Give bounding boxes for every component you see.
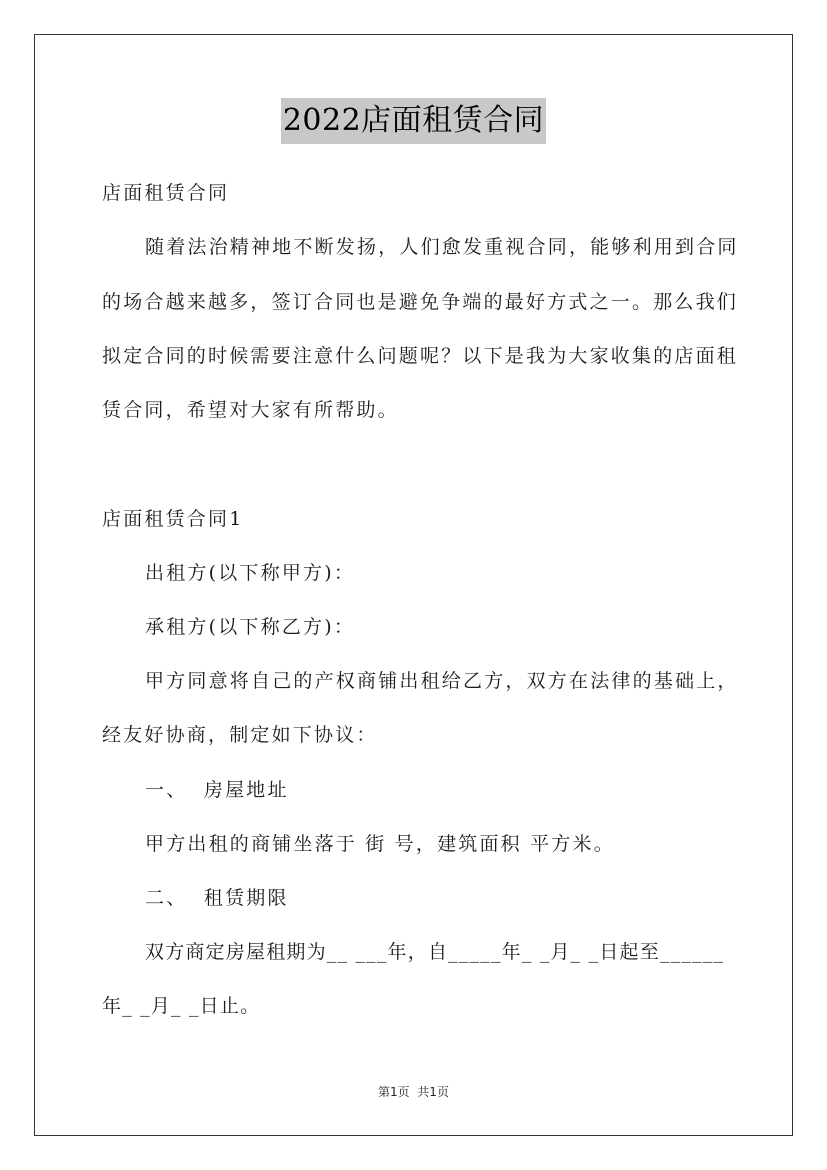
clause2-line-2: 年_ _月_ _日止。 (102, 995, 261, 1017)
agreement-line-1: 甲方同意将自己的产权商铺出租给乙方，双方在法律的基础上， (145, 670, 739, 692)
clause2-line-1: 双方商定房屋租期为__ ___年，自_____年_ _月_ _日起至______ (145, 941, 725, 963)
title-container (0, 98, 827, 144)
intro-line-2: 的场合越来越多，签订合同也是避免争端的最好方式之一。那么我们 (102, 291, 739, 313)
page-footer: 第1页 共1页 (378, 1085, 449, 1099)
document-subtitle: 店面租赁合同 (102, 182, 230, 204)
clause1-text: 甲方出租的商铺坐落于 街 号，建筑面积 平方米。 (145, 833, 615, 855)
intro-line-4: 赁合同，希望对大家有所帮助。 (102, 399, 399, 421)
lessor-line: 出租方(以下称甲方)： (145, 562, 356, 584)
intro-line-1: 随着法治精神地不断发扬，人们愈发重视合同，能够利用到合同 (145, 236, 739, 258)
intro-line-3: 拟定合同的时候需要注意什么问题呢？以下是我为大家收集的店面租 (102, 345, 739, 367)
clause2-heading: 二、 租赁期限 (145, 887, 289, 909)
lessee-line: 承租方(以下称乙方)： (145, 616, 356, 638)
section-heading: 店面租赁合同1 (102, 508, 244, 530)
agreement-line-2: 经友好协商，制定如下协议： (102, 724, 378, 746)
clause1-heading: 一、 房屋地址 (145, 779, 289, 801)
document-title: 2022店面租赁合同 (281, 98, 546, 144)
